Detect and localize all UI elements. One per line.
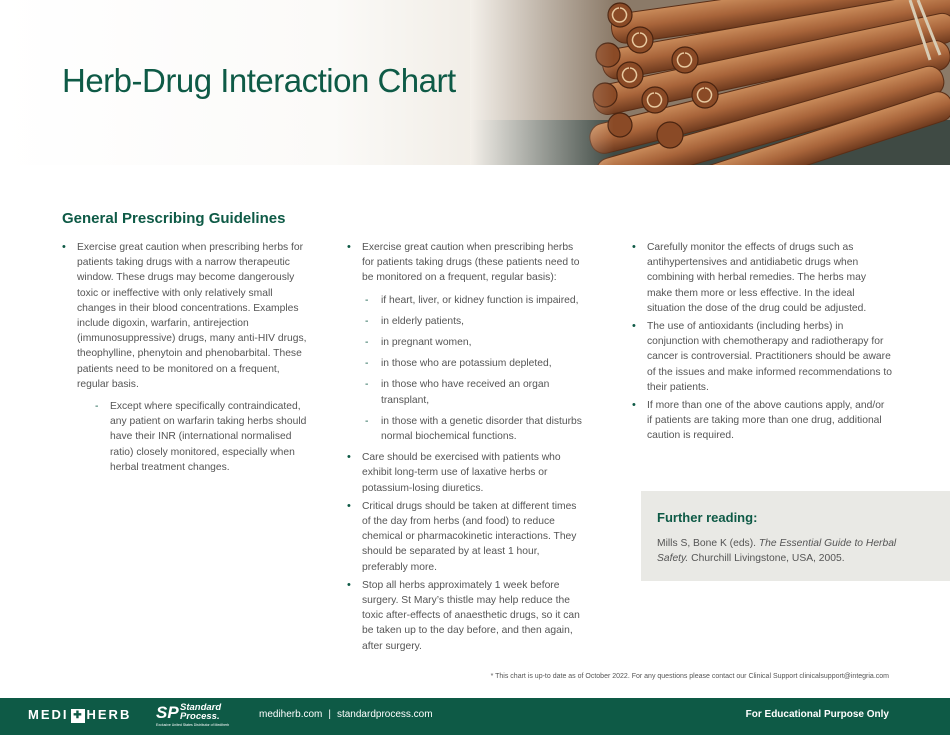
- sp-name-line2: Process.: [180, 711, 220, 722]
- logo-text-left: MEDI: [28, 707, 69, 722]
- footnote: * This chart is up-to date as of October 2022. For any questions please contact our Clinical Support clinicalsupport@integria.com: [490, 673, 889, 680]
- guideline-subitem: - in those with a genetic disorder that disturbs normal biochemical functions.: [362, 414, 587, 444]
- guideline-subitem: - in elderly patients,: [362, 314, 587, 329]
- cross-icon: ✚: [71, 709, 85, 723]
- sp-mark: SP: [156, 703, 179, 722]
- guideline-bullet: • Stop all herbs approximately 1 week before surgery. St Mary’s thistle may help reduce the toxic after-effects of anaesthetic drugs, so it can be taken up to the day before, and then again, after surgery.: [347, 578, 587, 654]
- guideline-bullet: [347, 240, 587, 444]
- guideline-subitem: - in those who have received an organ transplant,: [362, 377, 587, 407]
- section-heading: General Prescribing Guidelines: [62, 210, 286, 227]
- guideline-subitem: - if heart, liver, or kidney function is impaired,: [362, 293, 587, 308]
- guidelines-column-1: [62, 240, 307, 481]
- link-separator: |: [328, 709, 331, 720]
- further-reading-panel: [641, 491, 950, 581]
- mediherb-logo: [28, 707, 131, 723]
- mediherb-link[interactable]: mediherb.com: [259, 709, 323, 720]
- cinnamon-sticks-image: [470, 0, 950, 165]
- educational-notice: For Educational Purpose Only: [745, 709, 889, 720]
- footer-links: [259, 709, 433, 720]
- footer-bar: [0, 698, 950, 735]
- reference-title: The Essential Guide to Herbal Safety.: [657, 538, 897, 564]
- sp-tagline: Exclusive United States Distributor of Mediherb: [156, 723, 230, 727]
- guideline-text: Exercise great caution when prescribing herbs for patients taking drugs (these patients need to be monitored on a frequent, regular basis):: [362, 242, 580, 284]
- guidelines-column-3: [632, 240, 892, 447]
- guideline-bullet: [62, 240, 307, 475]
- further-reading-heading: Further reading:: [657, 510, 758, 525]
- guideline-subitem: - Except where specifically contraindicated, any patient on warfarin taking herbs should have their INR (international normalised ratio) closely monitored, especially when herbal treatment changes.: [77, 399, 307, 475]
- guideline-bullet: • If more than one of the above cautions apply, and/or if patients are taking more than one drug, additional caution is required.: [632, 398, 892, 444]
- reference-citation: [657, 536, 907, 566]
- guideline-bullet: • Care should be exercised with patients who exhibit long-term use of laxative herbs or potassium-losing diuretics.: [347, 450, 587, 496]
- standardprocess-link[interactable]: standardprocess.com: [336, 709, 433, 720]
- reference-publisher: Churchill Livingstone, USA, 2005.: [688, 553, 845, 564]
- sp-name: [180, 703, 221, 721]
- guidelines-column-2: [347, 240, 587, 657]
- reference-authors: Mills S, Bone K (eds).: [657, 538, 759, 549]
- guideline-subitem: - in those who are potassium depleted,: [362, 356, 587, 371]
- guideline-subitem: - in pregnant women,: [362, 335, 587, 350]
- guideline-bullet: • Carefully monitor the effects of drugs such as antihypertensives and antidiabetic drugs when combining with herbal remedies. The herbs may make them more or less effective. In the ideal situation the dose of the drug could be adjusted.: [632, 240, 892, 316]
- guideline-bullet: • Critical drugs should be taken at different times of the day from herbs (and food) to reduce chemical or pharmacokinetic interactions. They should be separated by at least 1 hour, preferably more.: [347, 499, 587, 575]
- guideline-text: Exercise great caution when prescribing herbs for patients taking drugs with a narrow therapeutic window. These drugs may become dangerously toxic or ineffective with only relatively small changes in their blood concentrations. Examples include digoxin, warfarin, antirejection (immunosuppressive) drugs, many anti-HIV drugs, theophylline, phenytoin and phenobarbital. These patients need to be monitored on a frequent, regular basis.: [77, 242, 307, 390]
- logo-text-right: HERB: [86, 707, 132, 722]
- guideline-bullet: • The use of antioxidants (including herbs) in conjunction with chemotherapy and radiotherapy for cancer is controversial. Practitioners should be aware of the issues and make informed recommendations to their patients.: [632, 319, 892, 395]
- sp-name-line1: Standard: [180, 702, 222, 713]
- standard-process-logo: [156, 703, 231, 731]
- page-title: Herb-Drug Interaction Chart: [62, 62, 456, 99]
